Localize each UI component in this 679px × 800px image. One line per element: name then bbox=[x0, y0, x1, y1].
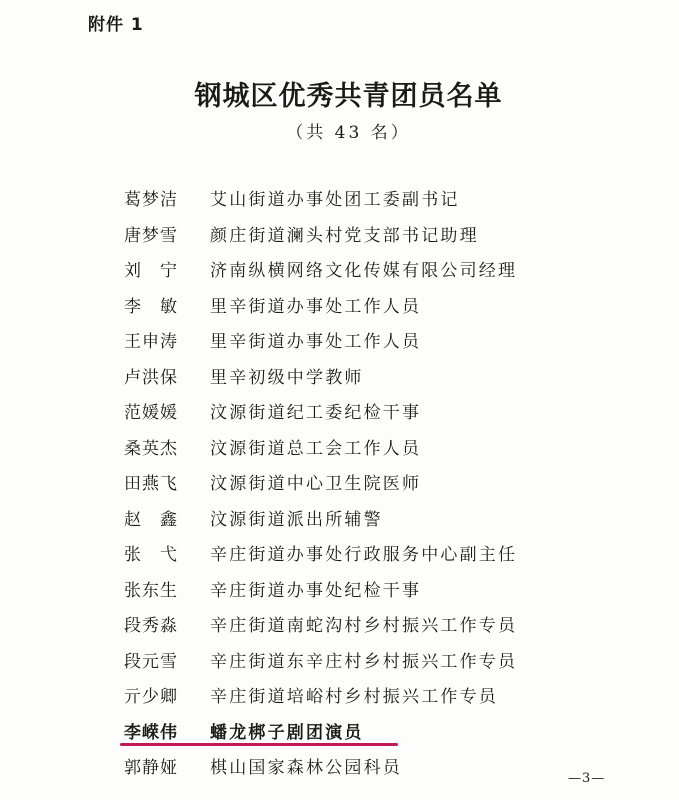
member-role: 辛庄街道东辛庄村乡村振兴工作专员 bbox=[210, 651, 518, 672]
highlight-underline bbox=[120, 743, 398, 746]
member-row bbox=[124, 358, 584, 394]
member-role: 辛庄街道办事处行政服务中心副主任 bbox=[210, 545, 518, 566]
member-row bbox=[124, 606, 584, 642]
member-role: 汶源街道派出所辅警 bbox=[210, 509, 383, 530]
member-role: 辛庄街道培峪村乡村振兴工作专员 bbox=[210, 687, 498, 708]
member-row bbox=[124, 251, 584, 287]
member-row bbox=[124, 464, 584, 500]
member-name: 唐梦雪 bbox=[124, 225, 178, 246]
member-row bbox=[124, 287, 584, 323]
member-row bbox=[124, 180, 584, 216]
member-role: 棋山国家森林公园科员 bbox=[210, 758, 402, 779]
member-role: 辛庄街道南蛇沟村乡村振兴工作专员 bbox=[210, 616, 518, 637]
member-row bbox=[124, 216, 584, 252]
member-name: 桑英杰 bbox=[124, 438, 178, 459]
member-row-highlighted bbox=[124, 713, 584, 749]
member-name: 卢洪保 bbox=[124, 367, 178, 388]
member-role: 蟠龙梆子剧团演员 bbox=[210, 722, 364, 743]
member-name: 张东生 bbox=[124, 580, 178, 601]
page-number: —3— bbox=[568, 771, 606, 786]
member-row bbox=[124, 322, 584, 358]
member-name: 葛梦洁 bbox=[124, 190, 178, 211]
member-name: 赵 鑫 bbox=[124, 509, 178, 530]
member-name: 李 敏 bbox=[124, 296, 178, 317]
member-row bbox=[124, 500, 584, 536]
member-role: 汶源街道总工会工作人员 bbox=[210, 438, 422, 459]
member-role: 里辛初级中学教师 bbox=[210, 367, 364, 388]
member-role: 里辛街道办事处工作人员 bbox=[210, 332, 422, 353]
member-row bbox=[124, 429, 584, 465]
member-name: 段秀淼 bbox=[124, 616, 178, 637]
member-row bbox=[124, 393, 584, 429]
member-name: 郭静娅 bbox=[124, 758, 178, 779]
member-role: 辛庄街道办事处纪检干事 bbox=[210, 580, 422, 601]
document-subtitle: （共 43 名） bbox=[286, 123, 411, 143]
member-role: 艾山街道办事处团工委副书记 bbox=[210, 190, 460, 211]
member-list bbox=[124, 180, 584, 784]
member-row bbox=[124, 642, 584, 678]
document-title: 钢城区优秀共青团员名单 bbox=[194, 81, 503, 112]
member-row bbox=[124, 748, 584, 784]
attachment-label: 附件 1 bbox=[88, 15, 144, 35]
member-name: 张 弋 bbox=[124, 545, 178, 566]
member-role: 济南纵横网络文化传媒有限公司经理 bbox=[210, 261, 518, 282]
member-name: 王申涛 bbox=[124, 332, 178, 353]
member-role: 汶源街道中心卫生院医师 bbox=[210, 474, 422, 495]
member-name: 范媛媛 bbox=[124, 403, 178, 424]
member-row bbox=[124, 677, 584, 713]
member-row bbox=[124, 571, 584, 607]
member-name: 李嵘伟 bbox=[124, 722, 178, 743]
member-name: 田燕飞 bbox=[124, 474, 178, 495]
member-role: 里辛街道办事处工作人员 bbox=[210, 296, 422, 317]
member-row bbox=[124, 535, 584, 571]
member-name: 亓少卿 bbox=[124, 687, 178, 708]
member-name: 刘 宁 bbox=[124, 261, 178, 282]
member-role: 汶源街道纪工委纪检干事 bbox=[210, 403, 422, 424]
member-role: 颜庄街道澜头村党支部书记助理 bbox=[210, 225, 479, 246]
member-name: 段元雪 bbox=[124, 651, 178, 672]
